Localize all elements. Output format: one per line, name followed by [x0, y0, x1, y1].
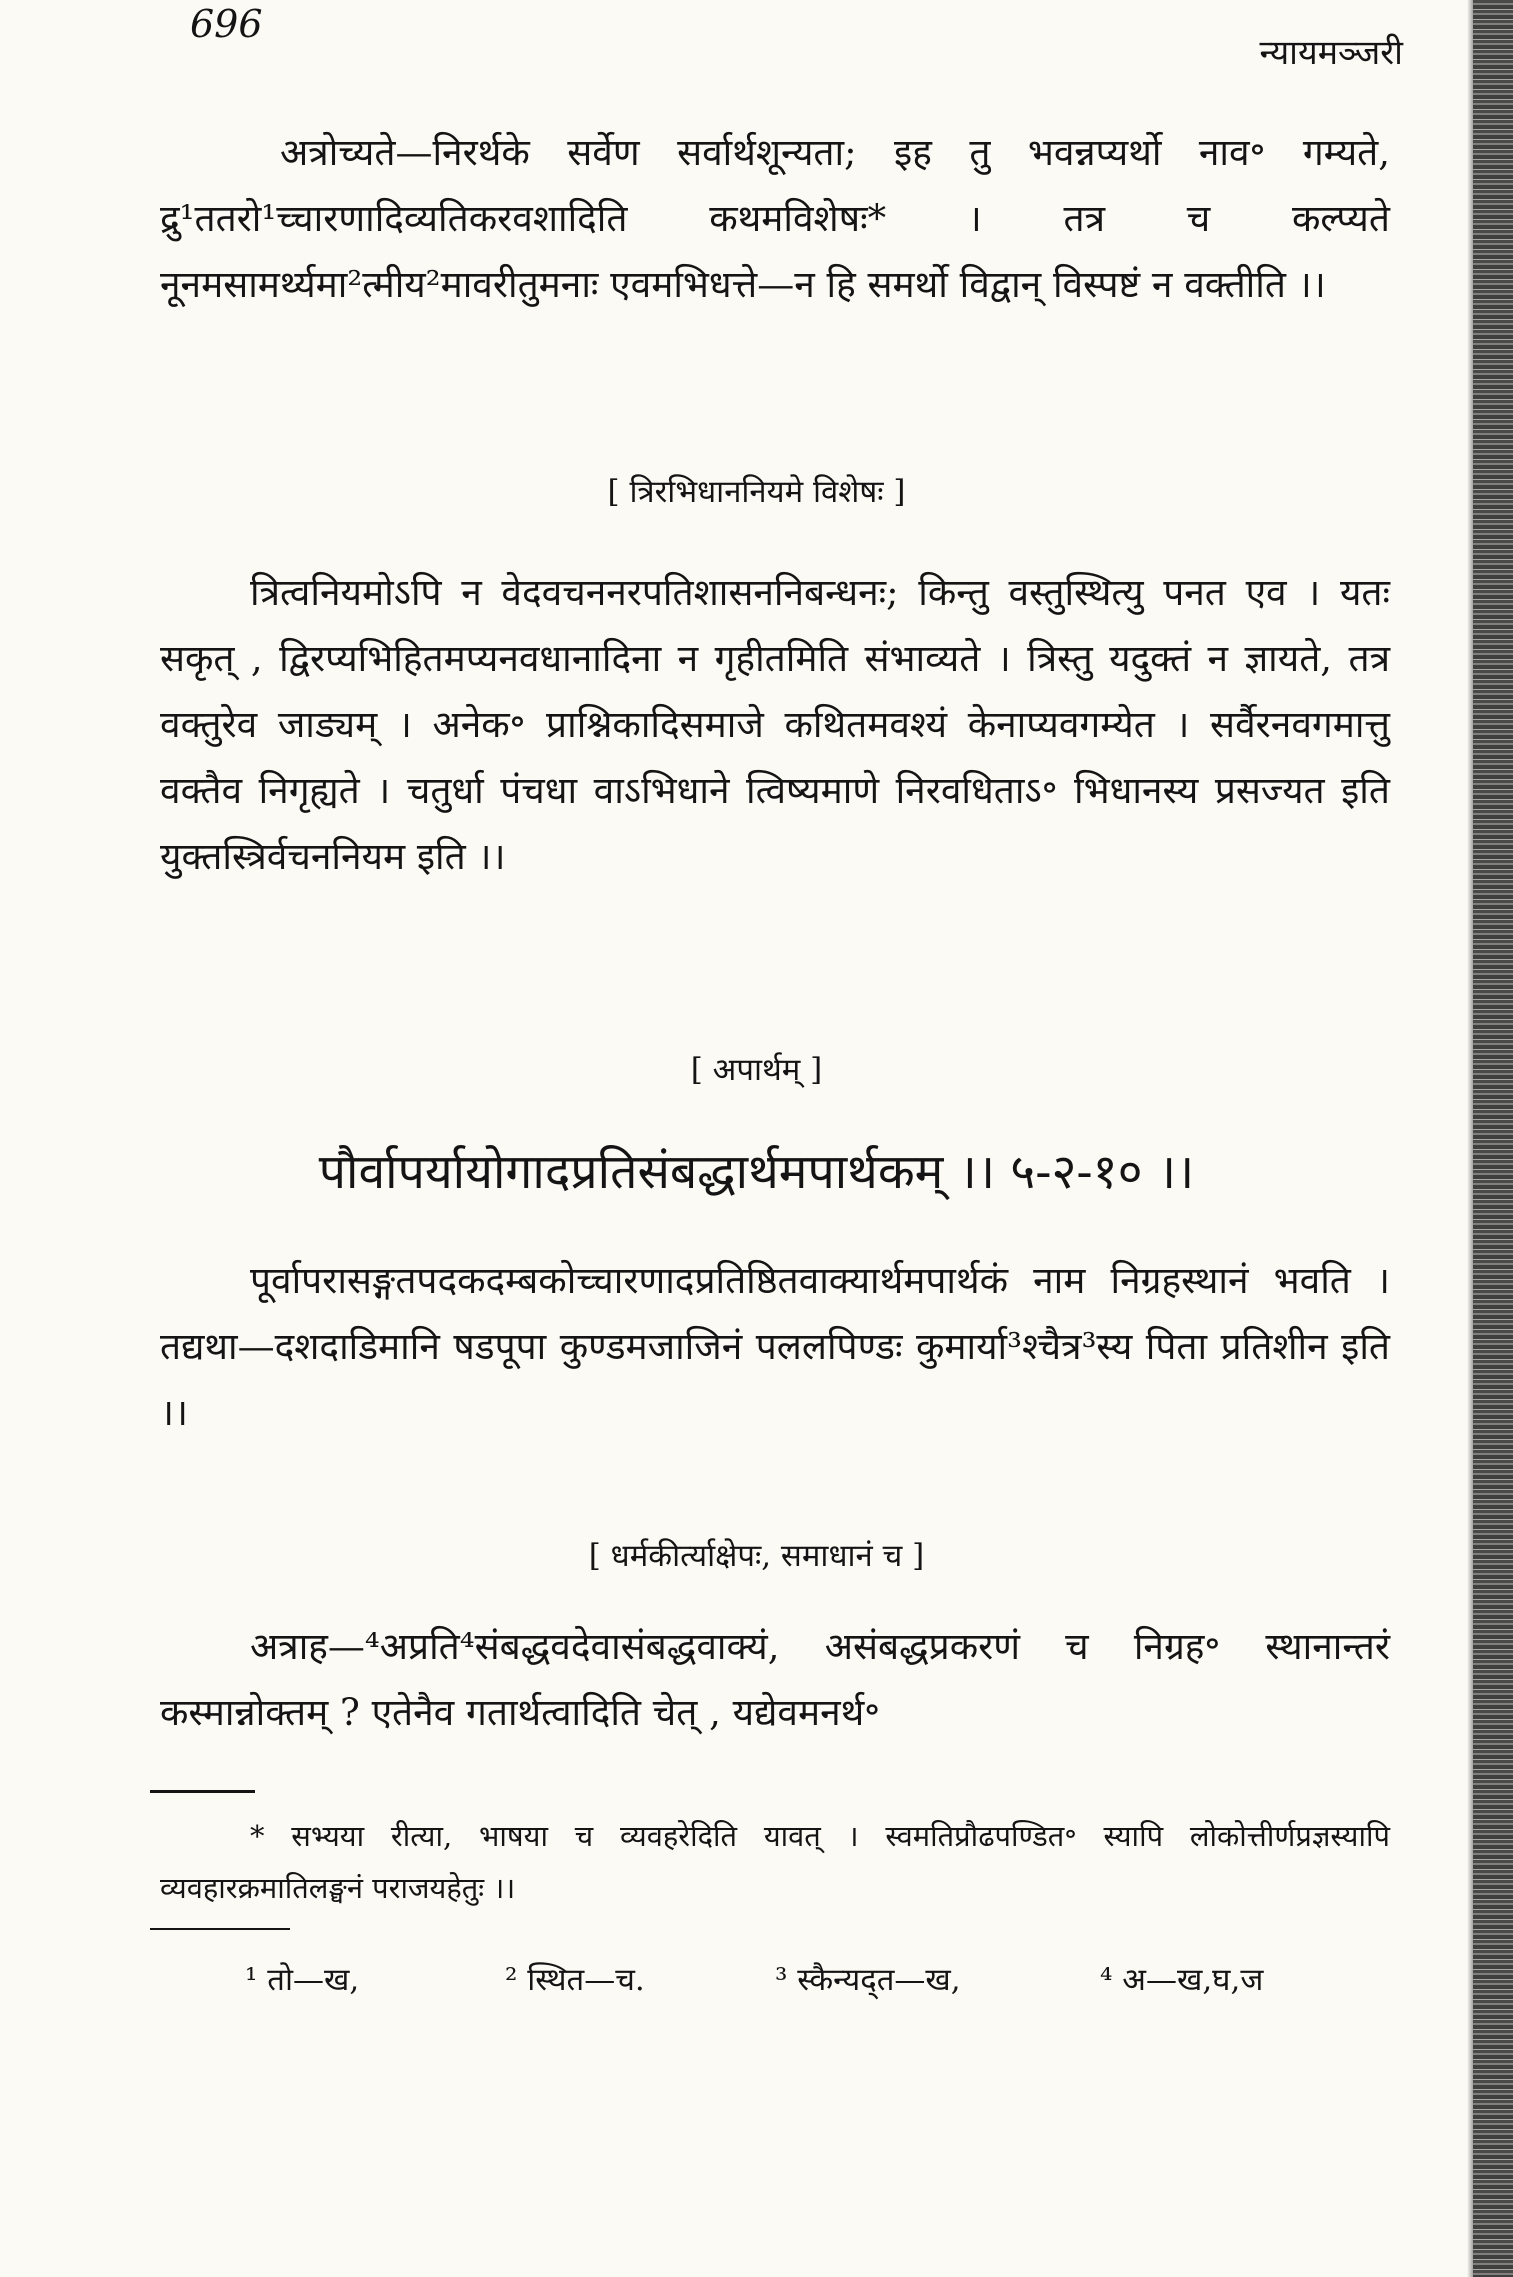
section-heading-1: [ त्रिरभिधाननियमे विशेषः ] [607, 474, 906, 510]
paragraph-1: अत्रोच्यते—निरर्थके सर्वेण सर्वार्थशून्यता; इह तु भवन्नप्यर्थो नाव॰ गम्यते, द्रु¹ततरो¹च्चारणादिव्यतिकरवशादिति कथमविशेषः* । तत्र च कल्प्यते नूनमसामर्थ्यमा²त्मीय²मावरीतुमनाः एवमभिधत्ते—न हि समर्थो विद्वान् विस्पष्टं न वक्तीति ।। [160, 131, 1390, 306]
footnote-rule [150, 1790, 255, 1793]
paragraph-3: पूर्वापरासङ्गतपदकदम्बकोच्चारणादप्रतिष्ठितवाक्यार्थमपार्थकं नाम निग्रहस्थानं भवति । तद्यथा—दशदाडिमानि षडपूपा कुण्डमजाजिनं पललपिण्डः कुमार्या³श्चैत्र³स्य पिता प्रतिशीन इति ।। [160, 1259, 1390, 1434]
page-number: 696 [190, 2, 263, 46]
section-heading-3: [ धर्मकीर्त्याक्षेपः, समाधानं च ] [588, 1538, 925, 1574]
variants-rule [150, 1928, 290, 1930]
running-head: न्यायमञ्जरी [1259, 33, 1403, 73]
sutra-verse: पौर्वापर्यायोगादप्रतिसंबद्धार्थमपार्थकम् ।। ५-२-१० ।। [318, 1144, 1195, 1200]
variant-reading-2: ² स्थित—च. [505, 1962, 645, 1998]
section-heading-2: [ अपार्थम् ] [690, 1052, 823, 1088]
paragraph-2: त्रित्वनियमोऽपि न वेदवचननरपतिशासननिबन्धनः; किन्तु वस्तुस्थित्यु पनत एव । यतः सकृत् , द्विरप्यभिहितमप्यनवधानादिना न गृहीतमिति संभाव्यते । त्रिस्तु यदुक्तं न ज्ञायते, तत्र वक्तुरेव जाड्यम् । अनेक॰ प्राश्निकादिसमाजे कथितमवश्यं केनाप्यवगम्येत । सर्वैरनवगमात्तु वक्तैव निगृह्यते । चतुर्धा पंचधा वाऽभिधाने त्विष्यमाणे निरवधिताऽ॰ भिधानस्य प्रसज्यत इति युक्तस्त्रिर्वचननियम इति ।। [160, 571, 1390, 878]
variant-reading-1: ¹ तो—ख, [245, 1962, 360, 1998]
footnote: * सभ्यया रीत्या, भाषया च व्यवहरेदिति यावत् । स्वमतिप्रौढपण्डित॰ स्यापि लोकोत्तीर्णप्रज्ञस्यापि व्यवहारक्रमातिलङ्घनं पराजयहेतुः ।। [160, 1819, 1390, 1905]
paragraph-4: अत्राह—⁴अप्रति⁴संबद्धवदेवासंबद्धवाक्यं, असंबद्धप्रकरणं च निग्रह॰ स्थानान्तरं कस्मान्नोक्तम् ? एतेनैव गतार्थत्वादिति चेत् , यद्येवमनर्थ॰ [160, 1625, 1390, 1734]
variant-reading-3: ³ स्कैन्यद्त—ख, [775, 1962, 961, 1998]
variant-reading-4: ⁴ अ—ख,घ,ज [1100, 1962, 1264, 1998]
